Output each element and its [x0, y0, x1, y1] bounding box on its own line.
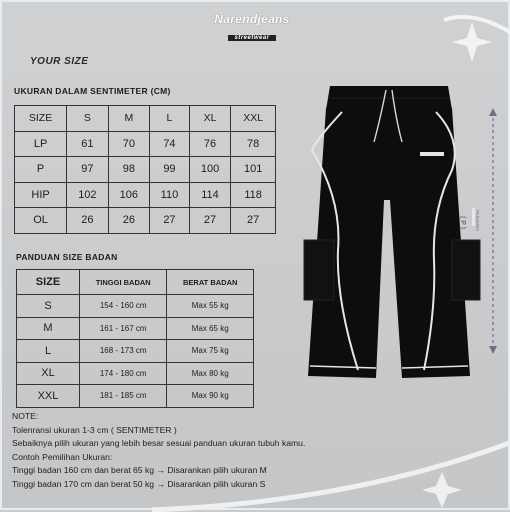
sparkle-star-icon	[442, 2, 510, 82]
table-cell: 27	[231, 208, 276, 234]
table-header-cell: TINGGI BADAN	[80, 270, 167, 295]
table-cell: 26	[108, 208, 149, 234]
table-cell: 27	[189, 208, 230, 234]
table-cell: 101	[231, 157, 276, 183]
table-row	[17, 340, 254, 363]
table-header-cell: M	[108, 106, 149, 132]
table-cell: OL	[15, 208, 67, 234]
table-row	[15, 208, 276, 234]
table-cell: 27	[150, 208, 190, 234]
table-cell: 181 - 185 cm	[80, 385, 167, 408]
table-row	[17, 317, 254, 340]
table-cell: 154 - 160 cm	[80, 295, 167, 318]
table-cell: 98	[108, 157, 149, 183]
table-header-row	[17, 270, 254, 295]
table-header-cell: L	[150, 106, 190, 132]
table-header-cell: BERAT BADAN	[167, 270, 254, 295]
table-row	[17, 362, 254, 385]
table-cell: LP	[15, 131, 67, 157]
table-cell: Max 55 kg	[167, 295, 254, 318]
size-table-title: UKURAN DALAM SENTIMETER (CM)	[14, 86, 171, 96]
length-ruler	[486, 106, 500, 356]
note-line: Contoh Pemilihan Ukuran:	[12, 451, 113, 462]
ruler-label-word: PANJANG	[475, 210, 480, 231]
table-header-cell: XL	[189, 106, 230, 132]
table-cell: HIP	[15, 182, 67, 208]
table-cell: XXL	[17, 385, 80, 408]
table-row	[15, 182, 276, 208]
table-row	[15, 157, 276, 183]
table-cell: Max 90 kg	[167, 385, 254, 408]
table-row	[15, 131, 276, 157]
table-cell: 76	[189, 131, 230, 157]
table-header-row	[15, 106, 276, 132]
table-cell: 174 - 180 cm	[80, 362, 167, 385]
table-cell: Max 75 kg	[167, 340, 254, 363]
table-row	[17, 385, 254, 408]
size-cm-table	[14, 105, 276, 234]
table-cell: 97	[67, 157, 108, 183]
brand-tagline: streetwear	[228, 35, 275, 41]
cargo-pants-image	[302, 80, 482, 380]
table-cell: 70	[108, 131, 149, 157]
note-line: Tinggi badan 170 cm dan berat 50 kg → Disarankan pilih ukuran S	[12, 478, 266, 489]
page-heading: YOUR SIZE	[30, 56, 89, 67]
table-cell: 118	[231, 182, 276, 208]
table-cell: 100	[189, 157, 230, 183]
table-cell: S	[17, 295, 80, 318]
table-cell: 74	[150, 131, 190, 157]
ruler-label-code: ( P )	[459, 216, 466, 230]
notes-title: NOTE:	[12, 411, 39, 421]
table-cell: 110	[150, 182, 190, 208]
brand-logo	[192, 12, 312, 44]
table-cell: P	[15, 157, 67, 183]
note-line: Tolenransi ukuran 1-3 cm ( SENTIMETER )	[12, 424, 177, 435]
table-cell: M	[17, 317, 80, 340]
table-header-cell: SIZE	[15, 106, 67, 132]
table-cell: 61	[67, 131, 108, 157]
table-cell: 99	[150, 157, 190, 183]
table-cell: L	[17, 340, 80, 363]
note-line: Sebaiknya pilih ukuran yang lebih besar sesuai panduan ukuran tubuh kamu.	[12, 438, 306, 449]
table-cell: Max 65 kg	[167, 317, 254, 340]
table-cell: 114	[189, 182, 230, 208]
table-cell: 26	[67, 208, 108, 234]
table-cell: 161 - 167 cm	[80, 317, 167, 340]
table-header-cell: SIZE	[17, 270, 80, 295]
table-row	[17, 295, 254, 318]
table-header-cell: S	[67, 106, 108, 132]
body-guide-table	[16, 269, 254, 408]
table-cell: Max 80 kg	[167, 362, 254, 385]
table-cell: 168 - 173 cm	[80, 340, 167, 363]
body-guide-title: PANDUAN SIZE BADAN	[16, 252, 118, 262]
table-header-cell: XXL	[231, 106, 276, 132]
note-line: Tinggi badan 160 cm dan berat 65 kg → Disarankan pilih ukuran M	[12, 465, 267, 476]
table-cell: 106	[108, 182, 149, 208]
brand-name: Narendjeans	[214, 12, 290, 26]
notes-section	[12, 410, 305, 492]
table-cell: XL	[17, 362, 80, 385]
table-cell: 102	[67, 182, 108, 208]
table-cell: 78	[231, 131, 276, 157]
